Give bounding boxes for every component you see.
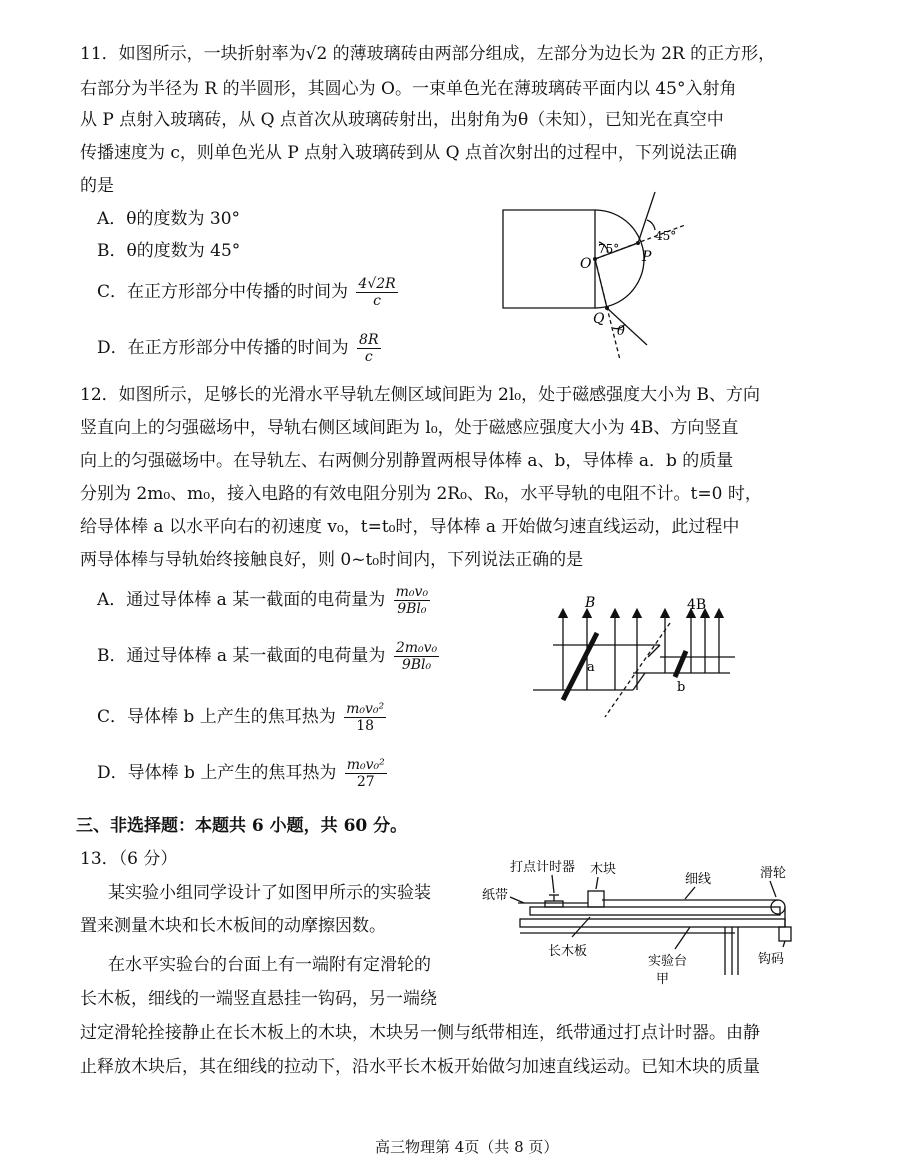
q11-option-c-text: C．在正方形部分中传播的时间为 — [97, 282, 349, 302]
q13-line-4: 长木板，细线的一端竖直悬挂一钩码，另一端绕 — [80, 989, 437, 1009]
q11-option-d-text: D．在正方形部分中传播的时间为 — [97, 338, 349, 358]
q13-line-3: 在水平实验台的台面上有一端附有定滑轮的 — [108, 955, 431, 975]
q11-option-b: B．θ的度数为 45° — [97, 241, 241, 261]
q13-label-tape: 纸带 — [482, 888, 509, 903]
q12-line-1: 12．如图所示，足够长的光滑水平导轨左侧区域间距为 2l₀，处于磁感强度大小为 B、方向 — [80, 385, 760, 405]
q12-option-c-den: 18 — [356, 718, 375, 734]
q13-figure — [480, 855, 800, 990]
q12-figure — [525, 595, 750, 725]
q13-heading: 13．（6 分） — [80, 849, 178, 869]
q12-option-c — [97, 702, 389, 733]
q12-label-a: a — [587, 660, 595, 675]
q11-option-d-num: 8R — [359, 332, 379, 348]
q12-option-d-num: m₀v₀² — [346, 757, 385, 773]
q11-line-4: 传播速度为 c，则单色光从 P 点射入玻璃砖到从 Q 点首次射出的过程中，下列说法正确 — [80, 143, 737, 163]
q11-line-3: 从 P 点射入玻璃砖，从 Q 点首次从玻璃砖射出，出射角为θ（未知），已知光在真空中 — [80, 110, 724, 130]
exit-ray — [607, 308, 647, 345]
q12-option-b-den: 9Bl₀ — [401, 657, 432, 673]
q13-label-timer: 打点计时器 — [510, 860, 576, 875]
section-3-heading: 三、非选择题：本题共 6 小题，共 60 分。 — [76, 816, 408, 836]
q11-figure — [495, 190, 695, 365]
q12-option-c-num: m₀v₀² — [346, 701, 385, 717]
q12-option-a-fraction — [394, 585, 430, 616]
q11-line-1: 11．如图所示，一块折射率为√2 的薄玻璃砖由两部分组成，左部分为边长为 2R 的正方形， — [80, 44, 776, 64]
q11-option-c-fraction — [356, 277, 397, 308]
q12-option-b — [97, 641, 442, 672]
q12-option-d — [97, 758, 390, 789]
q12-option-a-num: m₀v₀ — [395, 584, 429, 600]
q11-option-d-fraction — [357, 333, 380, 364]
glass-semicircle — [595, 210, 644, 308]
q11-option-d-den: c — [364, 349, 373, 365]
q12-line-3: 向上的匀强磁场中。在导轨左、右两侧分别静置两根导体棒 a、b，导体棒 a．b 的质量 — [80, 451, 734, 471]
q12-option-a-den: 9Bl₀ — [397, 601, 427, 617]
incident-ray — [638, 192, 655, 243]
q12-option-d-fraction — [345, 758, 387, 789]
q13-label-board: 长木板 — [548, 944, 588, 959]
q12-option-b-fraction — [394, 641, 439, 672]
q12-option-b-text: B．通过导体棒 a 某一截面的电荷量为 — [97, 646, 386, 666]
q13-line-5: 过定滑轮拴接静止在长木板上的木块，木块另一侧与纸带相连，纸带通过打点计时器。由静 — [80, 1023, 760, 1043]
q13-line-1: 某实验小组同学设计了如图甲所示的实验装 — [108, 883, 431, 903]
q11-label-theta: θ — [617, 324, 625, 339]
q11-angle-45: 45° — [655, 229, 677, 243]
q11-line-2: 右部分为半径为 R 的半圆形，其圆心为 O。一束单色光在薄玻璃砖平面内以 45°入射角 — [80, 79, 737, 99]
q13-label-string: 细线 — [685, 872, 712, 887]
q12-line-6: 两导体棒与导轨始终接触良好，则 0~t₀时间内，下列说法正确的是 — [80, 550, 584, 570]
page-footer: 高三物理第 4页（共 8 页） — [375, 1138, 559, 1156]
q13-label-weight: 钩码 — [758, 952, 785, 967]
q12-label-b-field: B — [585, 595, 596, 611]
q13-line-2: 置来测量木块和长木板间的动摩擦因数。 — [80, 916, 386, 936]
q12-option-b-num: 2m₀v₀ — [395, 640, 438, 656]
q11-option-d — [97, 333, 384, 364]
q12-option-d-text: D．导体棒 b 上产生的焦耳热为 — [97, 763, 337, 783]
q11-option-c-num: 4√2R — [358, 276, 396, 292]
q13-line-6: 止释放木块后，其在细线的拉动下，沿水平长木板开始做匀加速直线运动。已知木块的质量 — [80, 1057, 760, 1077]
q11-label-p: P — [642, 249, 652, 265]
q12-line-4: 分别为 2m₀、m₀，接入电路的有效电阻分别为 2R₀、R₀，水平导轨的电阻不计。t=0 时， — [80, 484, 762, 504]
q12-option-c-fraction — [344, 702, 386, 733]
q11-angle-75: 75° — [598, 242, 620, 256]
q12-option-a — [97, 585, 433, 616]
q12-option-d-den: 27 — [356, 774, 375, 790]
q11-option-c — [97, 277, 401, 308]
q13-label-block: 木块 — [590, 862, 617, 877]
q12-line-5: 给导体棒 a 以水平向右的初速度 v₀，t=t₀时，导体棒 a 开始做匀速直线运动，此过程中 — [80, 517, 740, 537]
q11-line-5: 的是 — [80, 176, 114, 196]
q12-label-4b-field: 4B — [687, 597, 707, 613]
q13-label-pulley: 滑轮 — [760, 866, 787, 881]
q13-label-table: 实验台 — [648, 954, 688, 969]
q11-option-a: A．θ的度数为 30° — [97, 209, 241, 229]
q11-label-o: O — [580, 256, 592, 272]
q11-label-q: Q — [593, 311, 605, 327]
q13-label-jia: 甲 — [656, 972, 670, 987]
q12-label-b: b — [677, 680, 686, 695]
q11-option-c-den: c — [373, 293, 381, 309]
q12-option-c-text: C．导体棒 b 上产生的焦耳热为 — [97, 707, 336, 727]
q12-option-a-text: A．通过导体棒 a 某一截面的电荷量为 — [97, 590, 386, 610]
q12-line-2: 竖直向上的匀强磁场中，导轨右侧区域间距为 l₀，处于磁感应强度大小为 4B、方向竖直 — [80, 418, 739, 438]
